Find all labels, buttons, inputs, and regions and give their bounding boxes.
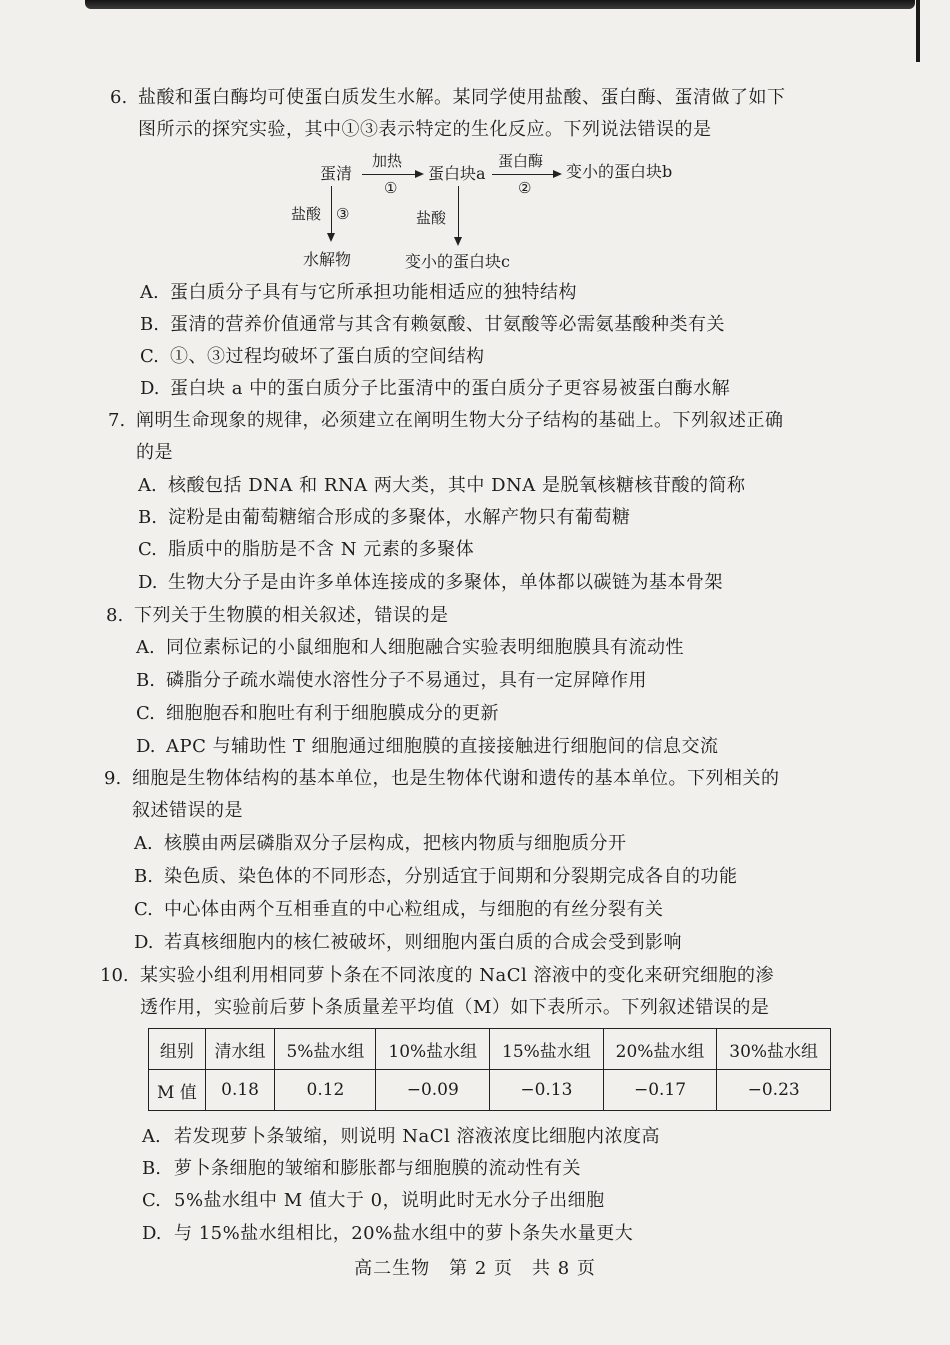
option-letter: A. xyxy=(138,475,157,496)
table-cell: 组别 xyxy=(149,1029,206,1070)
table-cell: 20%盐水组 xyxy=(603,1029,717,1070)
question-stem: 盐酸和蛋白酶均可使蛋白质发生水解。某同学使用盐酸、蛋白酶、蛋清做了如下 xyxy=(138,87,786,108)
option-letter: B. xyxy=(136,670,155,691)
option-text: 若真核细胞内的核仁被破坏，则细胞内蛋白质的合成会受到影响 xyxy=(164,932,682,953)
option-text: 蛋清的营养价值通常与其含有赖氨酸、甘氨酸等必需氨基酸种类有关 xyxy=(170,314,725,335)
table-cell: 0.18 xyxy=(205,1070,275,1111)
option-letter: C. xyxy=(142,1190,161,1211)
question-number: 10. xyxy=(100,965,129,986)
question-stem: 某实验小组利用相同萝卜条在不同浓度的 NaCl 溶液中的变化来研究细胞的渗 xyxy=(140,965,774,986)
option-text: 同位素标记的小鼠细胞和人细胞融合实验表明细胞膜具有流动性 xyxy=(166,637,684,658)
option-letter: A. xyxy=(142,1126,161,1147)
question-stem: 透作用，实验前后萝卜条质量差平均值（M）如下表所示。下列叙述错误的是 xyxy=(140,997,770,1018)
option-text: 中心体由两个互相垂直的中心粒组成，与细胞的有丝分裂有关 xyxy=(164,899,664,920)
option-letter: A. xyxy=(134,833,153,854)
edge-label: ③ xyxy=(336,205,350,223)
table-cell: −0.13 xyxy=(490,1070,604,1111)
option-letter: D. xyxy=(138,572,158,593)
option-text: 蛋白块 a 中的蛋白质分子比蛋清中的蛋白质分子更容易被蛋白酶水解 xyxy=(170,378,731,399)
edge-label: 加热 xyxy=(372,152,403,170)
table-cell: −0.17 xyxy=(603,1070,717,1111)
option-letter: C. xyxy=(136,703,155,724)
table-cell: 清水组 xyxy=(205,1029,275,1070)
option-text: APC 与辅助性 T 细胞通过细胞膜的直接接触进行细胞间的信息交流 xyxy=(166,736,719,757)
mass-difference-table xyxy=(148,1028,831,1111)
edge-label: ① xyxy=(384,179,398,197)
edge-label: 盐酸 xyxy=(416,209,447,227)
option-text: 5%盐水组中 M 值大于 0，说明此时无水分子出细胞 xyxy=(174,1190,605,1211)
option-text: 与 15%盐水组相比，20%盐水组中的萝卜条失水量更大 xyxy=(174,1223,634,1244)
node-hydrolysate: 水解物 xyxy=(303,250,352,269)
option-text: 细胞胞吞和胞吐有利于细胞膜成分的更新 xyxy=(166,703,499,724)
table-cell: 10%盐水组 xyxy=(376,1029,490,1070)
option-text: 磷脂分子疏水端使水溶性分子不易通过，具有一定屏障作用 xyxy=(166,670,647,691)
question-stem: 叙述错误的是 xyxy=(132,800,243,821)
node-protein-block-a: 蛋白块a xyxy=(428,164,486,183)
option-letter: D. xyxy=(134,932,154,953)
edge-label: 蛋白酶 xyxy=(498,152,544,170)
option-text: 核酸包括 DNA 和 RNA 两大类，其中 DNA 是脱氧核糖核苷酸的简称 xyxy=(168,475,746,496)
option-text: 萝卜条细胞的皱缩和膨胀都与细胞膜的流动性有关 xyxy=(174,1158,581,1179)
table-cell: 15%盐水组 xyxy=(490,1029,604,1070)
question-number: 9. xyxy=(104,768,122,789)
edge-label: 盐酸 xyxy=(291,205,322,223)
scan-top-edge xyxy=(85,0,915,9)
option-text: ①、③过程均破坏了蛋白质的空间结构 xyxy=(170,346,485,367)
table-cell: −0.23 xyxy=(717,1070,831,1111)
option-text: 脂质中的脂肪是不含 N 元素的多聚体 xyxy=(168,539,475,560)
option-letter: B. xyxy=(142,1158,161,1179)
arrow-acid xyxy=(458,186,459,244)
table-cell: −0.09 xyxy=(376,1070,490,1111)
question-stem: 阐明生命现象的规律，必须建立在阐明生物大分子结构的基础上。下列叙述正确 xyxy=(136,410,784,431)
question-stem: 图所示的探究实验，其中①③表示特定的生化反应。下列说法错误的是 xyxy=(138,119,712,140)
arrow-protease xyxy=(492,174,560,175)
node-protein-block-b: 变小的蛋白块b xyxy=(566,162,673,181)
option-letter: D. xyxy=(140,378,160,399)
node-protein-block-c: 变小的蛋白块c xyxy=(405,252,510,271)
option-text: 染色质、染色体的不同形态，分别适宜于间期和分裂期完成各自的功能 xyxy=(164,866,738,887)
option-text: 若发现萝卜条皱缩，则说明 NaCl 溶液浓度比细胞内浓度高 xyxy=(174,1126,660,1147)
table-cell: 30%盐水组 xyxy=(717,1029,831,1070)
option-letter: B. xyxy=(134,866,153,887)
option-letter: C. xyxy=(138,539,157,560)
edge-label: ② xyxy=(518,179,532,197)
question-stem: 下列关于生物膜的相关叙述，错误的是 xyxy=(134,605,449,626)
option-letter: C. xyxy=(134,899,153,920)
option-text: 淀粉是由葡萄糖缩合形成的多聚体，水解产物只有葡萄糖 xyxy=(168,507,631,528)
option-letter: B. xyxy=(138,507,157,528)
option-letter: C. xyxy=(140,346,159,367)
arrow-acid-3 xyxy=(331,186,332,240)
table-cell: M 值 xyxy=(149,1070,206,1111)
option-text: 核膜由两层磷脂双分子层构成，把核内物质与细胞质分开 xyxy=(164,833,627,854)
question-number: 7. xyxy=(108,410,126,431)
option-letter: D. xyxy=(142,1223,162,1244)
table-header-row xyxy=(149,1029,831,1070)
node-egg-white: 蛋清 xyxy=(320,164,353,183)
question-stem: 细胞是生物体结构的基本单位，也是生物体代谢和遗传的基本单位。下列相关的 xyxy=(132,768,780,789)
option-letter: B. xyxy=(140,314,159,335)
arrow-heating xyxy=(362,174,422,175)
question-number: 6. xyxy=(110,87,128,108)
option-text: 生物大分子是由许多单体连接成的多聚体，单体都以碳链为基本骨架 xyxy=(168,572,723,593)
option-letter: A. xyxy=(136,637,155,658)
question-stem: 的是 xyxy=(136,442,173,463)
option-letter: A. xyxy=(140,282,159,303)
table-cell: 5%盐水组 xyxy=(275,1029,376,1070)
option-letter: D. xyxy=(136,736,156,757)
table-row xyxy=(149,1070,831,1111)
question-number: 8. xyxy=(106,605,124,626)
table-cell: 0.12 xyxy=(275,1070,376,1111)
scan-side-mark xyxy=(916,0,920,62)
option-text: 蛋白质分子具有与它所承担功能相适应的独特结构 xyxy=(170,282,577,303)
page-footer: 高二生物 第 2 页 共 8 页 xyxy=(354,1258,596,1279)
